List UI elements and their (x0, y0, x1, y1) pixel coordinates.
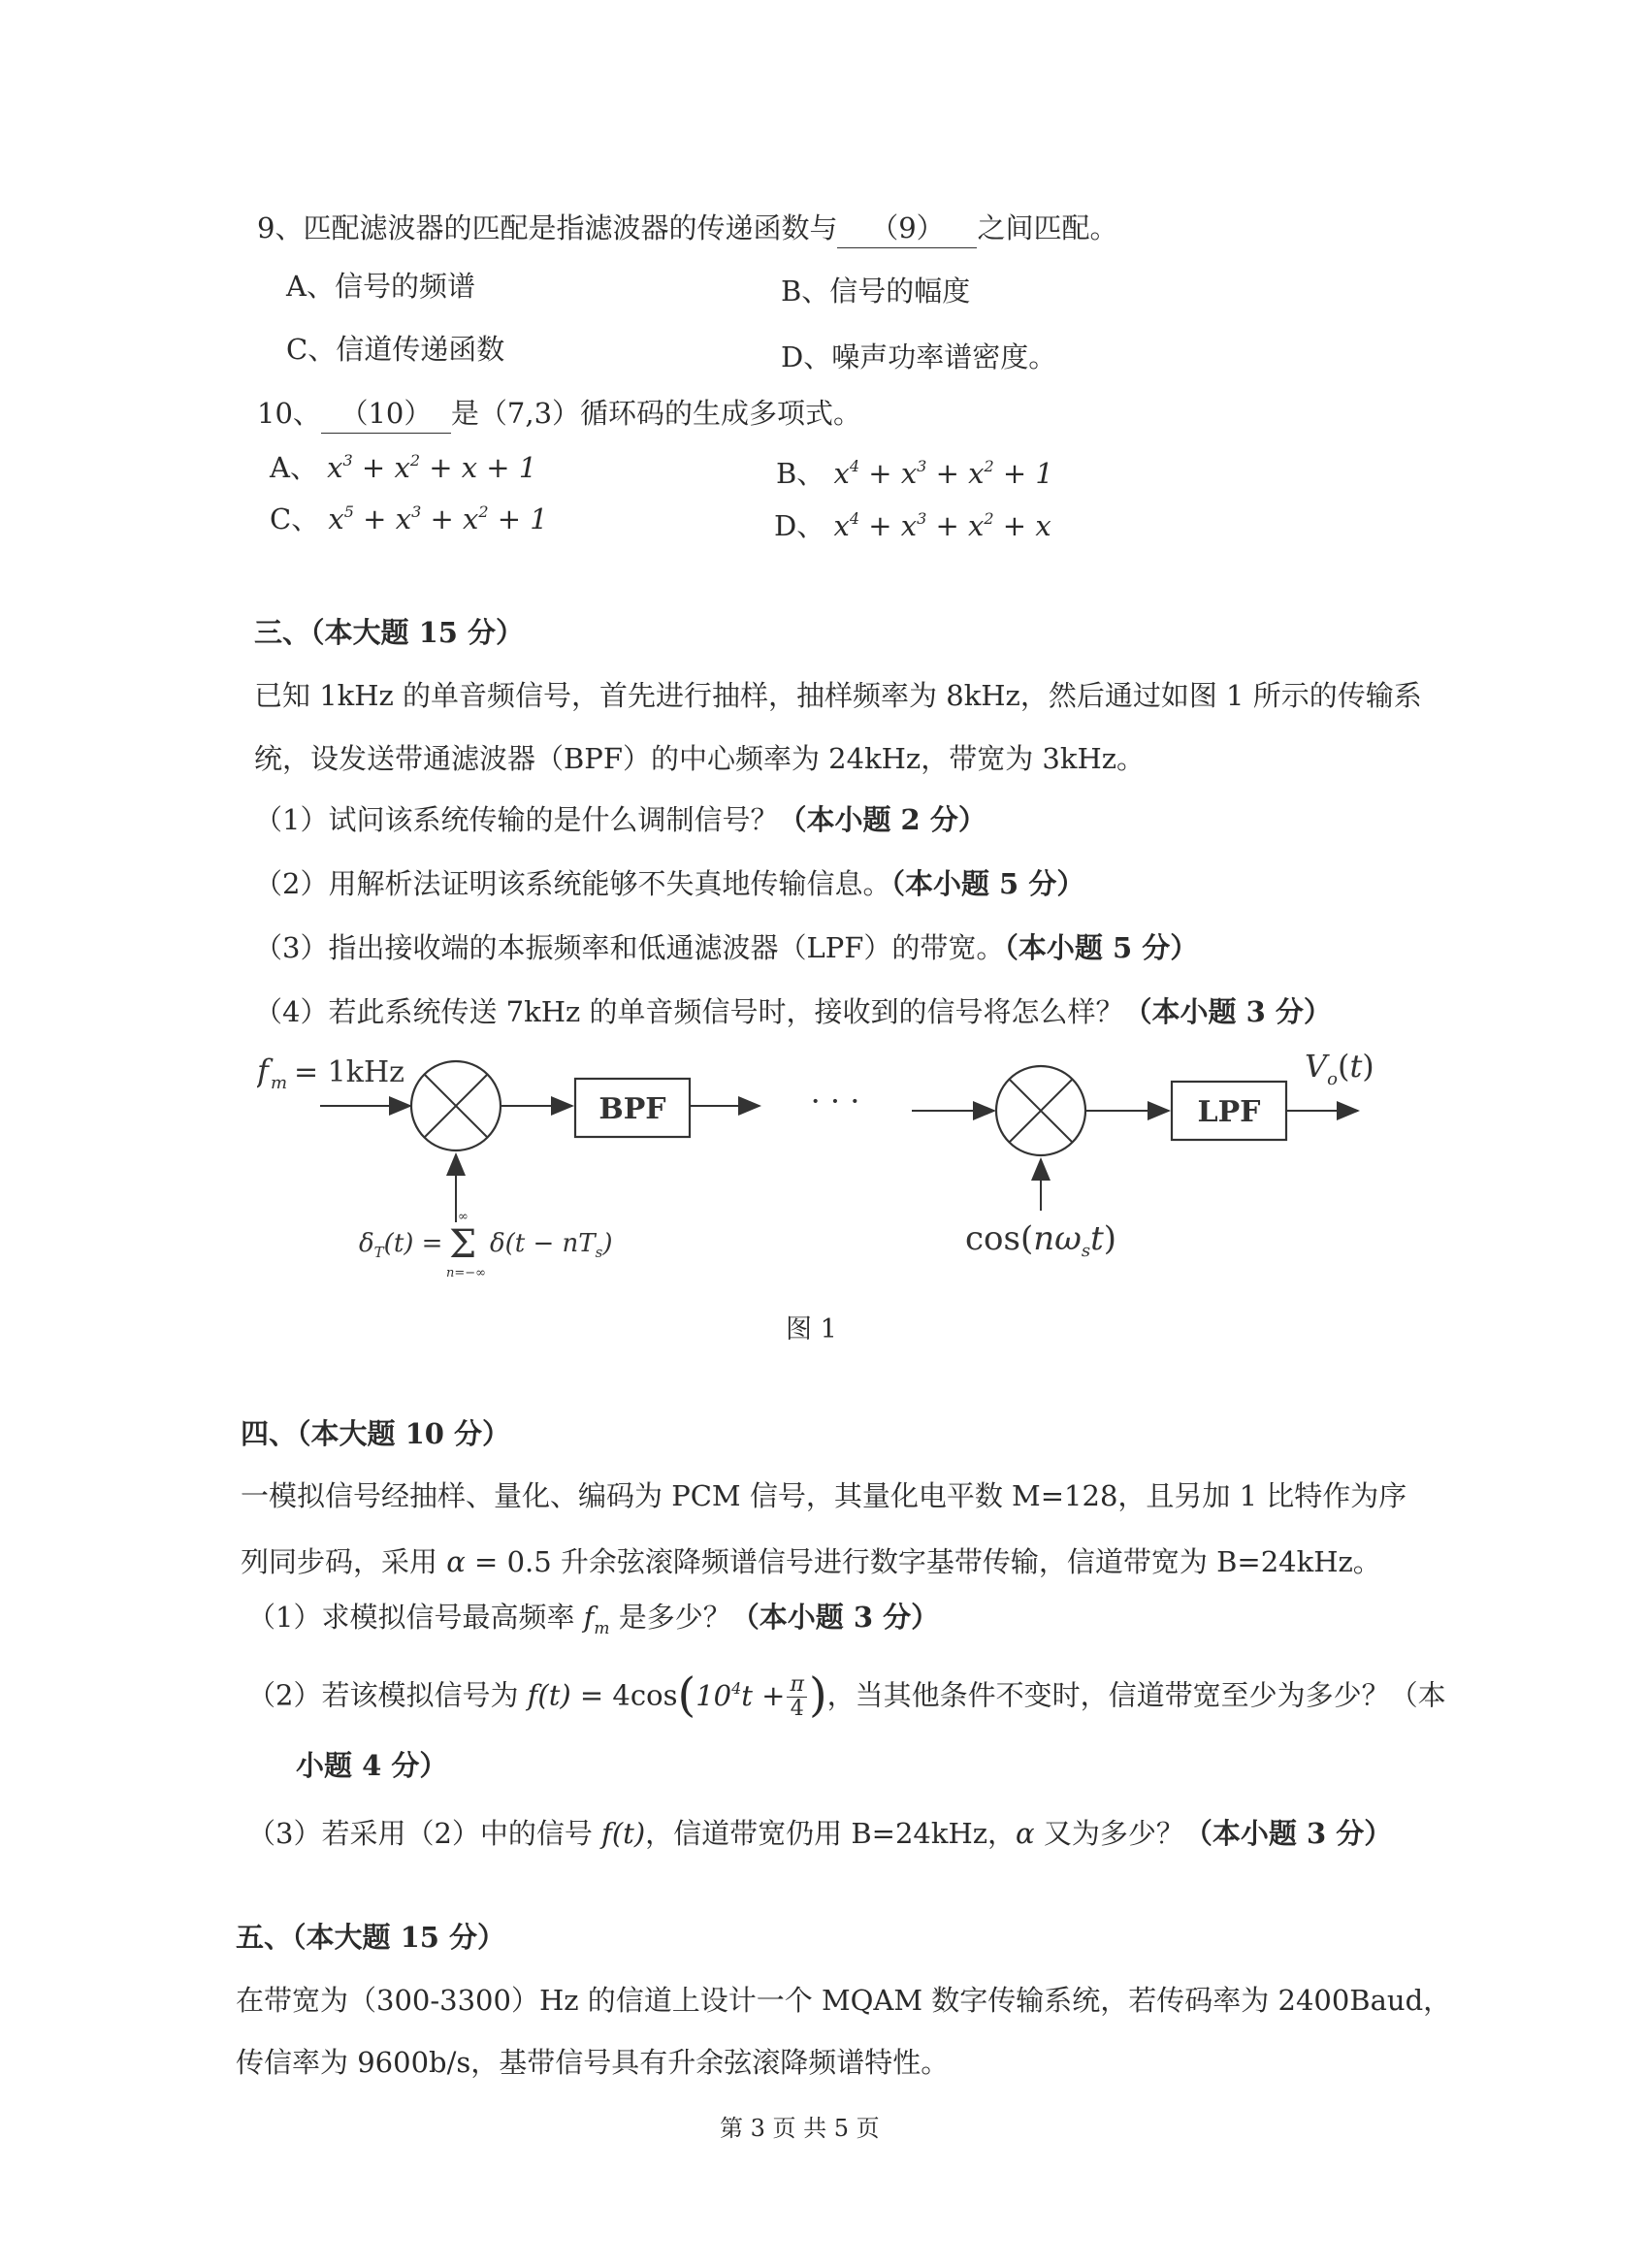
pi-over-4: $\frac{\pi}{4}$ (787, 1673, 806, 1721)
sampling-function: $\delta_T(t)$ = (359, 1229, 443, 1261)
polynomial-b: $x^4 + x^3 + x^2 + 1$ (833, 457, 1053, 490)
figure-1-block-diagram (257, 1028, 1392, 1280)
section4-item-2: （2）若该模拟信号为 $f(t) = 4\cos(10^4t$ + $\frac{\pi}{4}$ )，当其他条件不变时，信道带宽至少为多少？（本 (247, 1668, 1446, 1723)
formula-paren: ( (677, 1668, 696, 1723)
sum-upper-limit: ∞ (458, 1210, 469, 1224)
input-signal-value: = 1kHz (294, 1055, 404, 1089)
item-text: （3）若采用（2）中的信号 (247, 1817, 593, 1850)
signal-formula: f(t) (527, 1678, 571, 1712)
text: = 0.5 升余弦滚降频谱信号进行数字基带传输，信道带宽为 B=24kHz。 (474, 1545, 1381, 1578)
item-text: （1）求模拟信号最高频率 (247, 1601, 575, 1634)
section4-heading: 四、（本大题 10 分） (241, 1417, 511, 1450)
ft-symbol: f(t) (601, 1817, 646, 1850)
q9-prefix: 9、匹配滤波器的匹配是指滤波器的传递函数与 (257, 211, 838, 244)
q10-option-a (270, 448, 536, 487)
fm-symbol: $f_m$ (583, 1601, 610, 1638)
section5-paragraph-line2: 传信率为 9600b/s，基带信号具有升余弦滚降频谱特性。 (236, 2046, 950, 2079)
q9-option-b: B、信号的幅度 (781, 275, 971, 308)
q10-suffix: 是（7,3）循环码的生成多项式。 (450, 397, 862, 430)
q9-suffix: 之间匹配。 (977, 211, 1118, 244)
section3-paragraph-line2: 统，设发送带通滤波器（BPF）的中心频率为 24kHz，带宽为 3kHz。 (254, 742, 1146, 775)
q10-option-c (270, 500, 548, 538)
q10-prefix: 10、 (257, 397, 321, 430)
item-text: （3）指出接收端的本振频率和低通滤波器（LPF）的带宽。 (254, 931, 1005, 964)
q10-stem (257, 394, 861, 434)
section3-item-4 (254, 992, 1332, 1031)
q9-stem (257, 209, 1117, 248)
item-score: （本小题 2 分） (778, 803, 986, 836)
q9-option-a: A、信号的频谱 (286, 270, 475, 303)
section3-item-3 (254, 928, 1198, 967)
multiplier-2 (996, 1066, 1085, 1155)
option-label: A、 (270, 451, 318, 484)
section4-item-1 (247, 1598, 939, 1648)
item-score: （本小题 3 分） (730, 1601, 940, 1634)
bpf-label: BPF (598, 1092, 666, 1126)
multiplier-1 (411, 1061, 501, 1150)
item-score: （本小题 3 分） (1123, 995, 1332, 1028)
section5-paragraph-line1: 在带宽为（300-3300）Hz 的信道上设计一个 MQAM 数字传输系统，若传码率为 2400Baud， (236, 1984, 1452, 2017)
option-label: B、 (776, 457, 825, 490)
page-footer: 第 3 页 共 5 页 (720, 2115, 880, 2142)
option-label: C、 (270, 502, 320, 535)
lpf-label: LPF (1197, 1095, 1261, 1129)
q10-option-b (776, 454, 1053, 493)
item-score: （本小题 3 分） (1183, 1817, 1393, 1850)
q10-blank: （10） (321, 394, 451, 434)
q9-option-c: C、信道传递函数 (286, 333, 505, 366)
q9-option-d: D、噪声功率谱密度。 (781, 340, 1057, 373)
item-text: （1）试问该系统传输的是什么调制信号？ (254, 803, 779, 836)
output-signal: $V_o(t)$ (1305, 1048, 1374, 1089)
section4-paragraph-line1: 一模拟信号经抽样、量化、编码为 PCM 信号，其量化电平数 M=128，且另加 1 比特作为序 (241, 1479, 1407, 1512)
item-text: （2）若该模拟信号为 (247, 1678, 519, 1712)
item-text: ，信道带宽仍用 B=24kHz， (645, 1817, 1017, 1850)
item-text: ，当其他条件不变时，信道带宽至少为多少？（本 (826, 1678, 1446, 1712)
text: 列同步码，采用 (241, 1545, 438, 1578)
alpha-symbol: α (1016, 1817, 1035, 1850)
alpha-symbol: α (446, 1545, 466, 1578)
input-signal-symbol: f (257, 1053, 269, 1089)
formula-argument: $10^4t$ + (695, 1678, 786, 1712)
channel-ellipsis: · · · (810, 1083, 860, 1119)
sampling-impulse: $\delta(t - nT_s)$ (490, 1229, 613, 1261)
polynomial-a: $x^3 + x^2 + x + 1$ (327, 451, 537, 484)
section3-item-1 (254, 800, 986, 839)
item-text: （4）若此系统传送 7kHz 的单音频信号时，接收到的信号将怎么样？ (254, 995, 1124, 1028)
figure-1-caption: 图 1 (786, 1314, 837, 1345)
polynomial-c: $x^5 + x^3 + x^2 + 1$ (328, 502, 548, 535)
polynomial-d: $x^4 + x^3 + x^2 + x$ (833, 509, 1051, 542)
sum-lower-limit: n=−∞ (446, 1266, 486, 1280)
section5-heading: 五、（本大题 15 分） (236, 1921, 506, 1954)
local-oscillator-label: $\cos(n\omega_st)$ (965, 1219, 1117, 1261)
section4-item-3 (247, 1814, 1392, 1853)
item-score: （本小题 5 分） (1004, 931, 1199, 964)
sum-symbol: Σ (449, 1222, 477, 1267)
q9-blank: （9） (837, 209, 977, 248)
q10-option-d (774, 506, 1051, 545)
item-score: （本小题 5 分） (890, 867, 1085, 900)
formula-paren: ) (808, 1668, 827, 1723)
section4-paragraph-line2 (241, 1542, 1381, 1581)
section3-heading: 三、（本大题 15 分） (254, 616, 525, 649)
input-signal-subscript: m (271, 1073, 288, 1093)
section3-item-2 (254, 864, 1084, 903)
item-text: 是多少？ (618, 1601, 731, 1634)
item-text: （2）用解析法证明该系统能够不失真地传输信息。 (254, 867, 891, 900)
section4-item-2-score: 小题 4 分） (296, 1749, 448, 1782)
section3-paragraph-line1: 已知 1kHz 的单音频信号，首先进行抽样，抽样频率为 8kHz，然后通过如图 1 所示的传输系 (254, 679, 1422, 712)
option-label: D、 (774, 509, 825, 542)
item-text: 又为多少？ (1043, 1817, 1184, 1850)
